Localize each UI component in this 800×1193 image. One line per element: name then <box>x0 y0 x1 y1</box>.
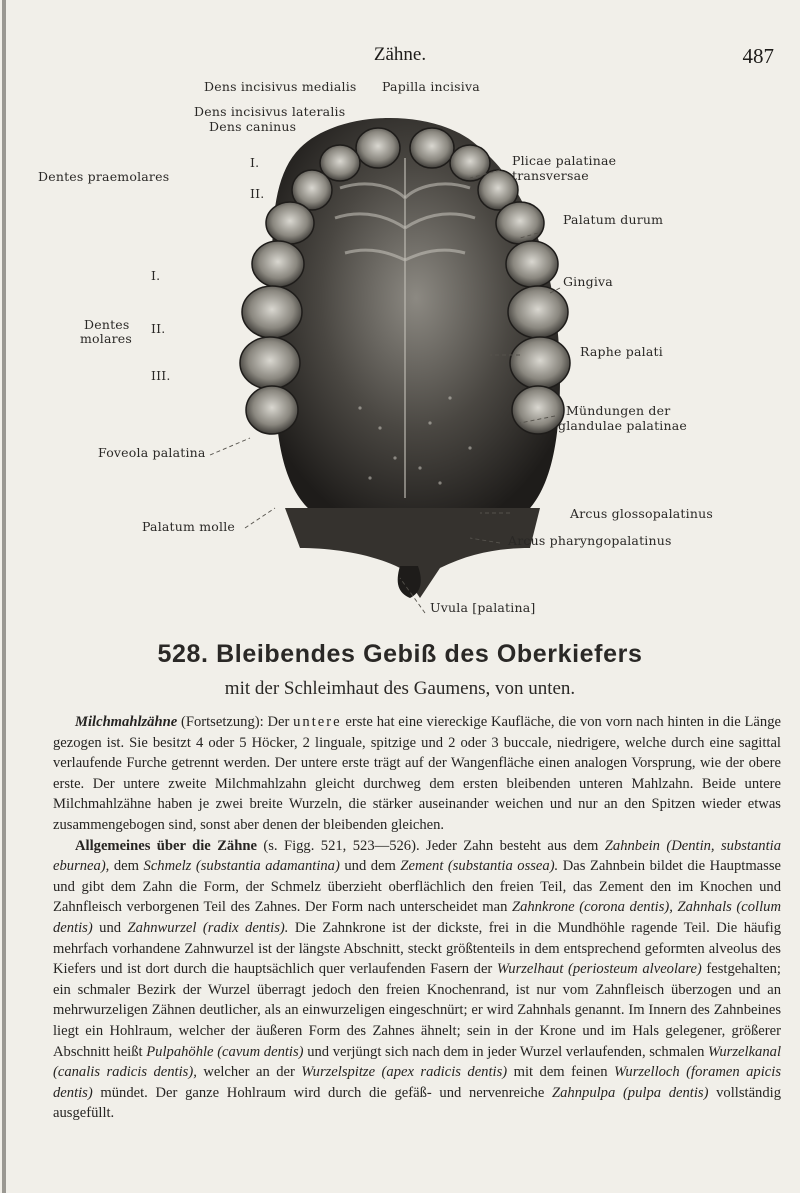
tooth <box>496 202 544 244</box>
label-palatum-molle: Palatum molle <box>142 519 236 534</box>
page-header <box>0 44 800 74</box>
term: Zahnpulpa (pulpa dentis) <box>552 1084 709 1101</box>
paragraph-heading: Allgemeines über die Zähne <box>75 837 257 854</box>
tooth <box>240 337 300 389</box>
label-dens-incisivus-lateralis: Dens incisivus lateralis <box>194 104 346 119</box>
palate-figure <box>0 78 800 638</box>
term: Zahnbein (Dentin, substantia eburnea), <box>53 837 781 875</box>
text-run: mündet. Der ganze Hohlraum wird durch die gefäß- und nervenreiche <box>92 1084 553 1101</box>
label-plicae-transversae: transversae <box>512 168 589 183</box>
label-dentes-praemolares: Dentes praemolares <box>38 169 170 184</box>
paragraph-heading: Milchmahlzähne <box>75 714 178 730</box>
text-run: und dem <box>339 858 401 875</box>
label-praemolar-2: II. <box>250 186 265 201</box>
term: Wurzelloch (foramen apicis dentis) <box>53 1064 781 1101</box>
label-uvula: Uvula [palatina] <box>430 600 536 615</box>
tooth <box>356 128 400 168</box>
text-run: dem <box>109 858 144 875</box>
text-run: und <box>92 919 128 936</box>
text-run: (Fortsetzung): Der <box>177 714 294 730</box>
text-run: Das Zahnbein bildet die Hauptmasse und gibt dem Zahn die Form, der Schmelz überzieht oberflächlich den freien Teil, das Zement den im Knochen und Zahnfleisch verborgenen Teil des Zahnes. Der Form nach unterscheidet man <box>53 858 781 916</box>
label-foveola-palatina: Foveola palatina <box>98 445 206 460</box>
figure-subcaption: mit der Schleimhaut des Gaumens, von unten. <box>224 678 576 699</box>
text-run: Die Zahnkrone ist der dickste, frei in die Mundhöhle ragende Teil. Die häufig mehrfach vorhandene Zahnwurzel ist der längste Abschnitt, steckt größtenteils in dem entsprechend geformten alveolus des Kiefers und ist dort durch die hauptsächlich quer verlaufenden Fasern der <box>53 919 782 978</box>
running-title: Zähne. <box>373 44 427 65</box>
text-run-spaced: untere <box>293 714 342 730</box>
term: Wurzelspitze (apex radicis dentis) <box>301 1064 508 1081</box>
label-papilla-incisiva: Papilla incisiva <box>382 79 480 94</box>
body-text <box>53 712 781 1124</box>
page-number: 487 <box>742 44 774 68</box>
figure-caption: 528. Bleibendes Gebiß des Oberkiefers <box>157 640 643 668</box>
term: Wurzelhaut (periosteum alveolare) <box>496 961 702 978</box>
tooth <box>510 337 570 389</box>
tooth <box>266 202 314 244</box>
tooth <box>506 241 558 287</box>
tooth <box>512 386 564 434</box>
label-molar-1: I. <box>151 268 161 283</box>
label-arcus-glossopalatinus: Arcus glossopalatinus <box>570 506 713 521</box>
label-palatum-durum: Palatum durum <box>563 212 664 227</box>
label-muendungen: Mündungen der <box>566 403 671 418</box>
term: Pulpahöhle (cavum dentis) <box>146 1043 304 1060</box>
text-run: mit dem feinen <box>507 1064 615 1081</box>
term: Zahnwurzel (radix dentis). <box>127 919 289 936</box>
label-glandulae-palatinae: glandulae palatinae <box>558 418 688 433</box>
tooth <box>246 386 298 434</box>
label-dentes: Dentes <box>84 317 130 332</box>
tooth <box>242 286 302 338</box>
label-arcus-pharyngopalatinus: Arcus pharyngopalatinus <box>508 533 672 548</box>
label-molar-3: III. <box>151 368 171 383</box>
paragraph <box>53 712 781 836</box>
label-gingiva: Gingiva <box>563 274 613 289</box>
label-molares: molares <box>80 331 133 346</box>
palate-illustration <box>0 78 800 638</box>
term: Zahnkrone (corona dentis), Zahnhals (collum dentis) <box>53 899 781 936</box>
term: Wurzelkanal (canalis radicis dentis), <box>53 1043 781 1081</box>
label-raphe-palati: Raphe palati <box>580 344 663 359</box>
term: Zement (substantia ossea). <box>400 858 559 875</box>
text-run: und verjüngt sich nach dem in jeder Wurzel verlaufenden, schmalen <box>303 1043 709 1060</box>
text-run: erste hat eine viereckige Kaufläche, die von vorn nach hinten in die Länge gezogen ist. Sie besitzt 4 oder 5 Höcker, 2 linguale, spitzige und 2 oder 3 buccale, niedrigere, welche durch eine sagittal verlaufende Furche getrennt werden. Der untere erste trägt auf der Wangenfläche einen analogen Vorsprung, wie der obere erste. Der untere zweite Milchmahlzahn gleicht durchweg dem ersten bleibenden unteren Mahlzahn. Beide untere Milchmahlzähne haben je zwei breite Wurzeln, die stärker auseinander weichen und nur an den Spitzen wieder etwas zusammengebogen sind, sonst aber denen der bleibenden gleichen. <box>53 714 781 833</box>
label-praemolar-1: I. <box>250 155 260 170</box>
label-dens-incisivus-medialis: Dens incisivus medialis <box>204 79 357 94</box>
label-molar-2: II. <box>151 321 166 336</box>
text-run: (s. Figg. 521, 523—526). Jeder Zahn besteht aus dem <box>256 837 605 854</box>
label-dens-caninus: Dens caninus <box>209 119 297 134</box>
text-run: welcher an der <box>196 1064 302 1081</box>
tooth <box>252 241 304 287</box>
label-plicae-palatinae: Plicae palatinae <box>512 153 617 168</box>
text-run: vollständig ausgefüllt. <box>53 1084 781 1122</box>
term: Schmelz (substantia adamantina) <box>143 858 340 875</box>
tooth <box>508 286 568 338</box>
paragraph <box>53 836 781 1124</box>
tooth <box>410 128 454 168</box>
text-run: festgehalten; ein schmaler Bezirk der Wurzel überragt jedoch den freien Knochenrand, ist nur vom Zahnfleisch überzogen und an mehrwurzeligen Zähnen deutlicher, als an einwurzeligen eingeschnürt; er wird Zahnhals genannt. Im Innern des Zahnbeines liegt ein Hohlraum, welcher der äußeren Form des Zahnes ähnelt; sein in der Krone und im Hals gelegener, größerer Abschnitt heißt <box>53 961 781 1060</box>
